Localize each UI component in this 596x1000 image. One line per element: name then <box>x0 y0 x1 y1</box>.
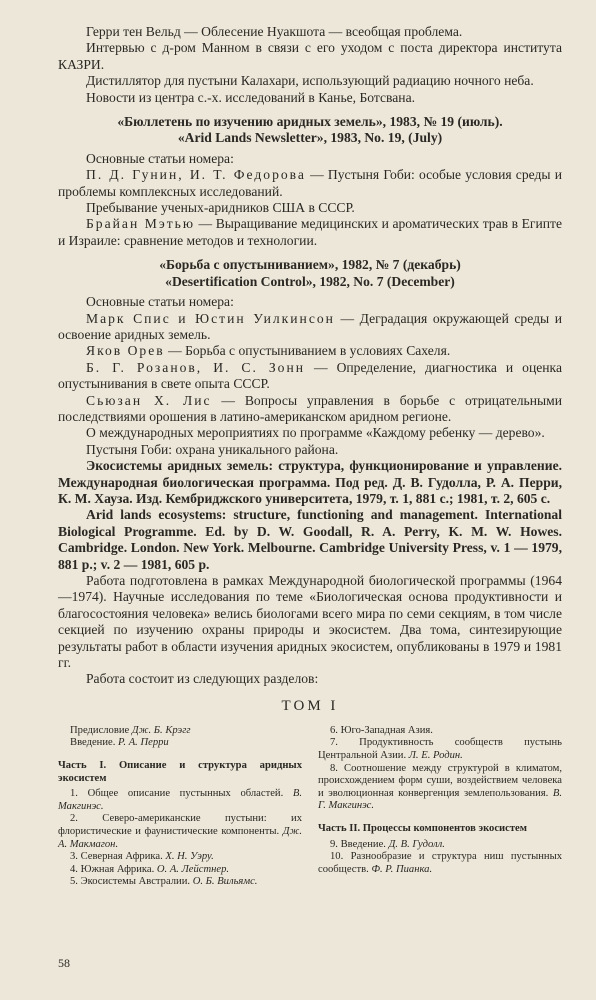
bulletin-article <box>58 216 562 249</box>
table-of-contents <box>58 725 562 889</box>
article-title: — Определение, диагностика и оценка опустынивания в свете опыта СССР. <box>58 359 562 392</box>
article-author: Сьюзан Х. Лис <box>86 392 212 408</box>
toc-label: Предисловие <box>70 724 132 736</box>
toc-label: 9. Введение. <box>330 838 389 850</box>
desert-intro: Основные статьи номера: <box>86 294 234 310</box>
toc-right-column <box>318 725 562 889</box>
article-title: — Борьба с опустыниванием в условиях Сахеля. <box>164 343 451 359</box>
toc-entry <box>318 737 562 762</box>
toc-label: 4. Южная Африка. <box>70 863 157 875</box>
toc-author: В. Г. Макгинэс. <box>318 787 562 812</box>
toc-author: О. Б. Вильямс. <box>192 876 258 888</box>
desert-title-en: «Desertification Control», 1982, No. 7 (December) <box>165 273 455 289</box>
toc-entry <box>58 851 302 864</box>
toc-left-column <box>58 725 302 889</box>
toc-part-heading: Часть I. Описание и структура аридных экосистем <box>58 760 302 784</box>
toc-author: Д. В. Гудолл. <box>388 838 445 850</box>
article-author: Б. Г. Розанов, И. С. Зонн <box>86 359 305 375</box>
toc-label: 10. Разнообразие и структура ниш пустынных сообществ. <box>318 851 562 875</box>
desert-article <box>58 343 562 359</box>
article-title: — Деградация окружающей среды и освоение аридных земель. <box>58 310 562 342</box>
article-title: — Вопросы управления в борьбе с отрицательными последствиями орошения в латино-американском аридном регионе. <box>58 392 563 424</box>
book-citation-en: Arid lands ecosystems: structure, functioning and management. International Biological Programme. Ed. by D. W. Goodall, R. A. Perry, K. M. W. Howes. Cambridge. London. New York. Melbourne. Cambridge University Press, v. 1 — 1979, 881 p.; v. 2 — 1981, 605 p. <box>58 507 562 572</box>
toc-entry: 6. Юго-Западная Азия. <box>330 724 433 736</box>
toc-author: Ф. Р. Пианка. <box>371 863 433 875</box>
text-paragraph: Дистиллятор для пустыни Калахари, использующий радиацию ночного неба. <box>86 73 534 89</box>
article-author: Брайан Мэтью <box>86 216 195 232</box>
toc-author: Р. А. Перри <box>118 737 169 749</box>
text-paragraph: Интервью с д-ром Манном в связи с его уходом с поста директора института КАЗРИ. <box>58 40 562 72</box>
toc-entry <box>58 788 302 813</box>
toc-label: 1. Общее описание пустынных областей. <box>70 788 293 800</box>
toc-author: В. Макгинэс. <box>58 788 302 812</box>
toc-entry <box>318 851 562 876</box>
bulletin-title-en: «Arid Lands Newsletter», 1983, No. 19, (July) <box>177 130 443 146</box>
book-citation-ru: Экосистемы аридных земель: структура, функционирование и управление. Международная биологическая программа. Под ред. Д. В. Гудолла, Р. А. Перри, К. М. Хауза. Изд. Кембриджского университета, 1979, т. 1, 881 с.; 1981, т. 2, 605 с. <box>58 458 562 506</box>
desert-article <box>58 360 562 393</box>
toc-author: Л. Е. Родин. <box>408 750 463 762</box>
toc-entry <box>58 876 302 889</box>
toc-label: Введение. <box>70 737 118 749</box>
bulletin-intro: Основные статьи номера: <box>86 150 234 166</box>
desert-article <box>58 393 562 426</box>
toc-part-heading: Часть II. Процессы компонентов экосистем <box>318 823 527 834</box>
bulletin-heading <box>58 114 562 147</box>
body-paragraph: Работа подготовлена в рамках Международной биологической программы (1964—1974). Научные исследования по теме «Биологическая основа продуктивности и благосостояния человека» велись биологами всего мира по семи секциям, в том числе секцией по изучению охраны природы и экосистем. Два тома, синтезирующие результаты работ в области изучения аридных экосистем, опубликованы в 1979 и 1981 гг. <box>58 573 562 671</box>
toc-entry <box>58 725 302 738</box>
toc-label: 7. Продуктивность сообществ пустынь Центральной Азии. <box>318 737 562 762</box>
article-title: — Пустыня Гоби: особые условия среды и проблемы комплексных исследований. <box>58 167 562 199</box>
desert-title-ru: «Борьба с опустыниванием», 1982, № 7 (декабрь) <box>159 257 461 273</box>
toc-author: Дж. Б. Крэгг <box>131 724 191 736</box>
volume-heading: ТОМ I <box>281 697 339 714</box>
desert-heading <box>58 257 562 290</box>
toc-label: 2. Северо-американские пустыни: их флористические и фаунистические компоненты. <box>58 813 302 837</box>
toc-label: 3. Северная Африка. <box>70 851 166 863</box>
bulletin-article: Пребывание ученых-аридников США в СССР. <box>86 200 355 216</box>
article-author: П. Д. Гунин, И. Т. Федорова <box>86 167 306 183</box>
toc-entry <box>58 737 302 750</box>
toc-entry <box>318 839 562 852</box>
toc-entry <box>318 763 562 813</box>
toc-author: Х. Н. Уэру. <box>165 851 214 863</box>
desert-article: О международных мероприятиях по программе «Каждому ребенку — дерево». <box>86 425 545 441</box>
toc-entry <box>58 813 302 851</box>
article-title: — Выращивание медицинских и ароматических трав в Египте и Израиле: сравнение методов и технологии. <box>58 216 562 248</box>
text-paragraph: Герри тен Вельд — Облесение Нуакшота — всеобщая проблема. <box>86 24 463 39</box>
toc-label: 8. Соотношение между структурой в климатом, происхождением форм суши, воздействием человека и эволюционная конвергенция землепользования. <box>318 762 562 799</box>
toc-author: Дж. А. Макмагон. <box>58 826 302 850</box>
bulletin-article <box>58 167 562 200</box>
desert-article: Пустыня Гоби: охрана уникального района. <box>86 441 339 457</box>
sections-intro: Работа состоит из следующих разделов: <box>86 671 319 687</box>
article-author: Марк Спис и Юстин Уилкинсон <box>86 310 335 326</box>
desert-article <box>58 311 562 344</box>
bulletin-title-ru: «Бюллетень по изучению аридных земель», 1983, № 19 (июль). <box>117 114 503 130</box>
text-paragraph: Новости из центра с.-х. исследований в Канье, Ботсвана. <box>86 89 416 105</box>
toc-label: 5. Экосистемы Австралии. <box>70 876 193 888</box>
toc-author: О. А. Лейстнер. <box>156 863 230 875</box>
article-author: Яков Орев <box>86 343 165 359</box>
toc-entry <box>58 864 302 877</box>
page-number: 58 <box>58 956 70 970</box>
